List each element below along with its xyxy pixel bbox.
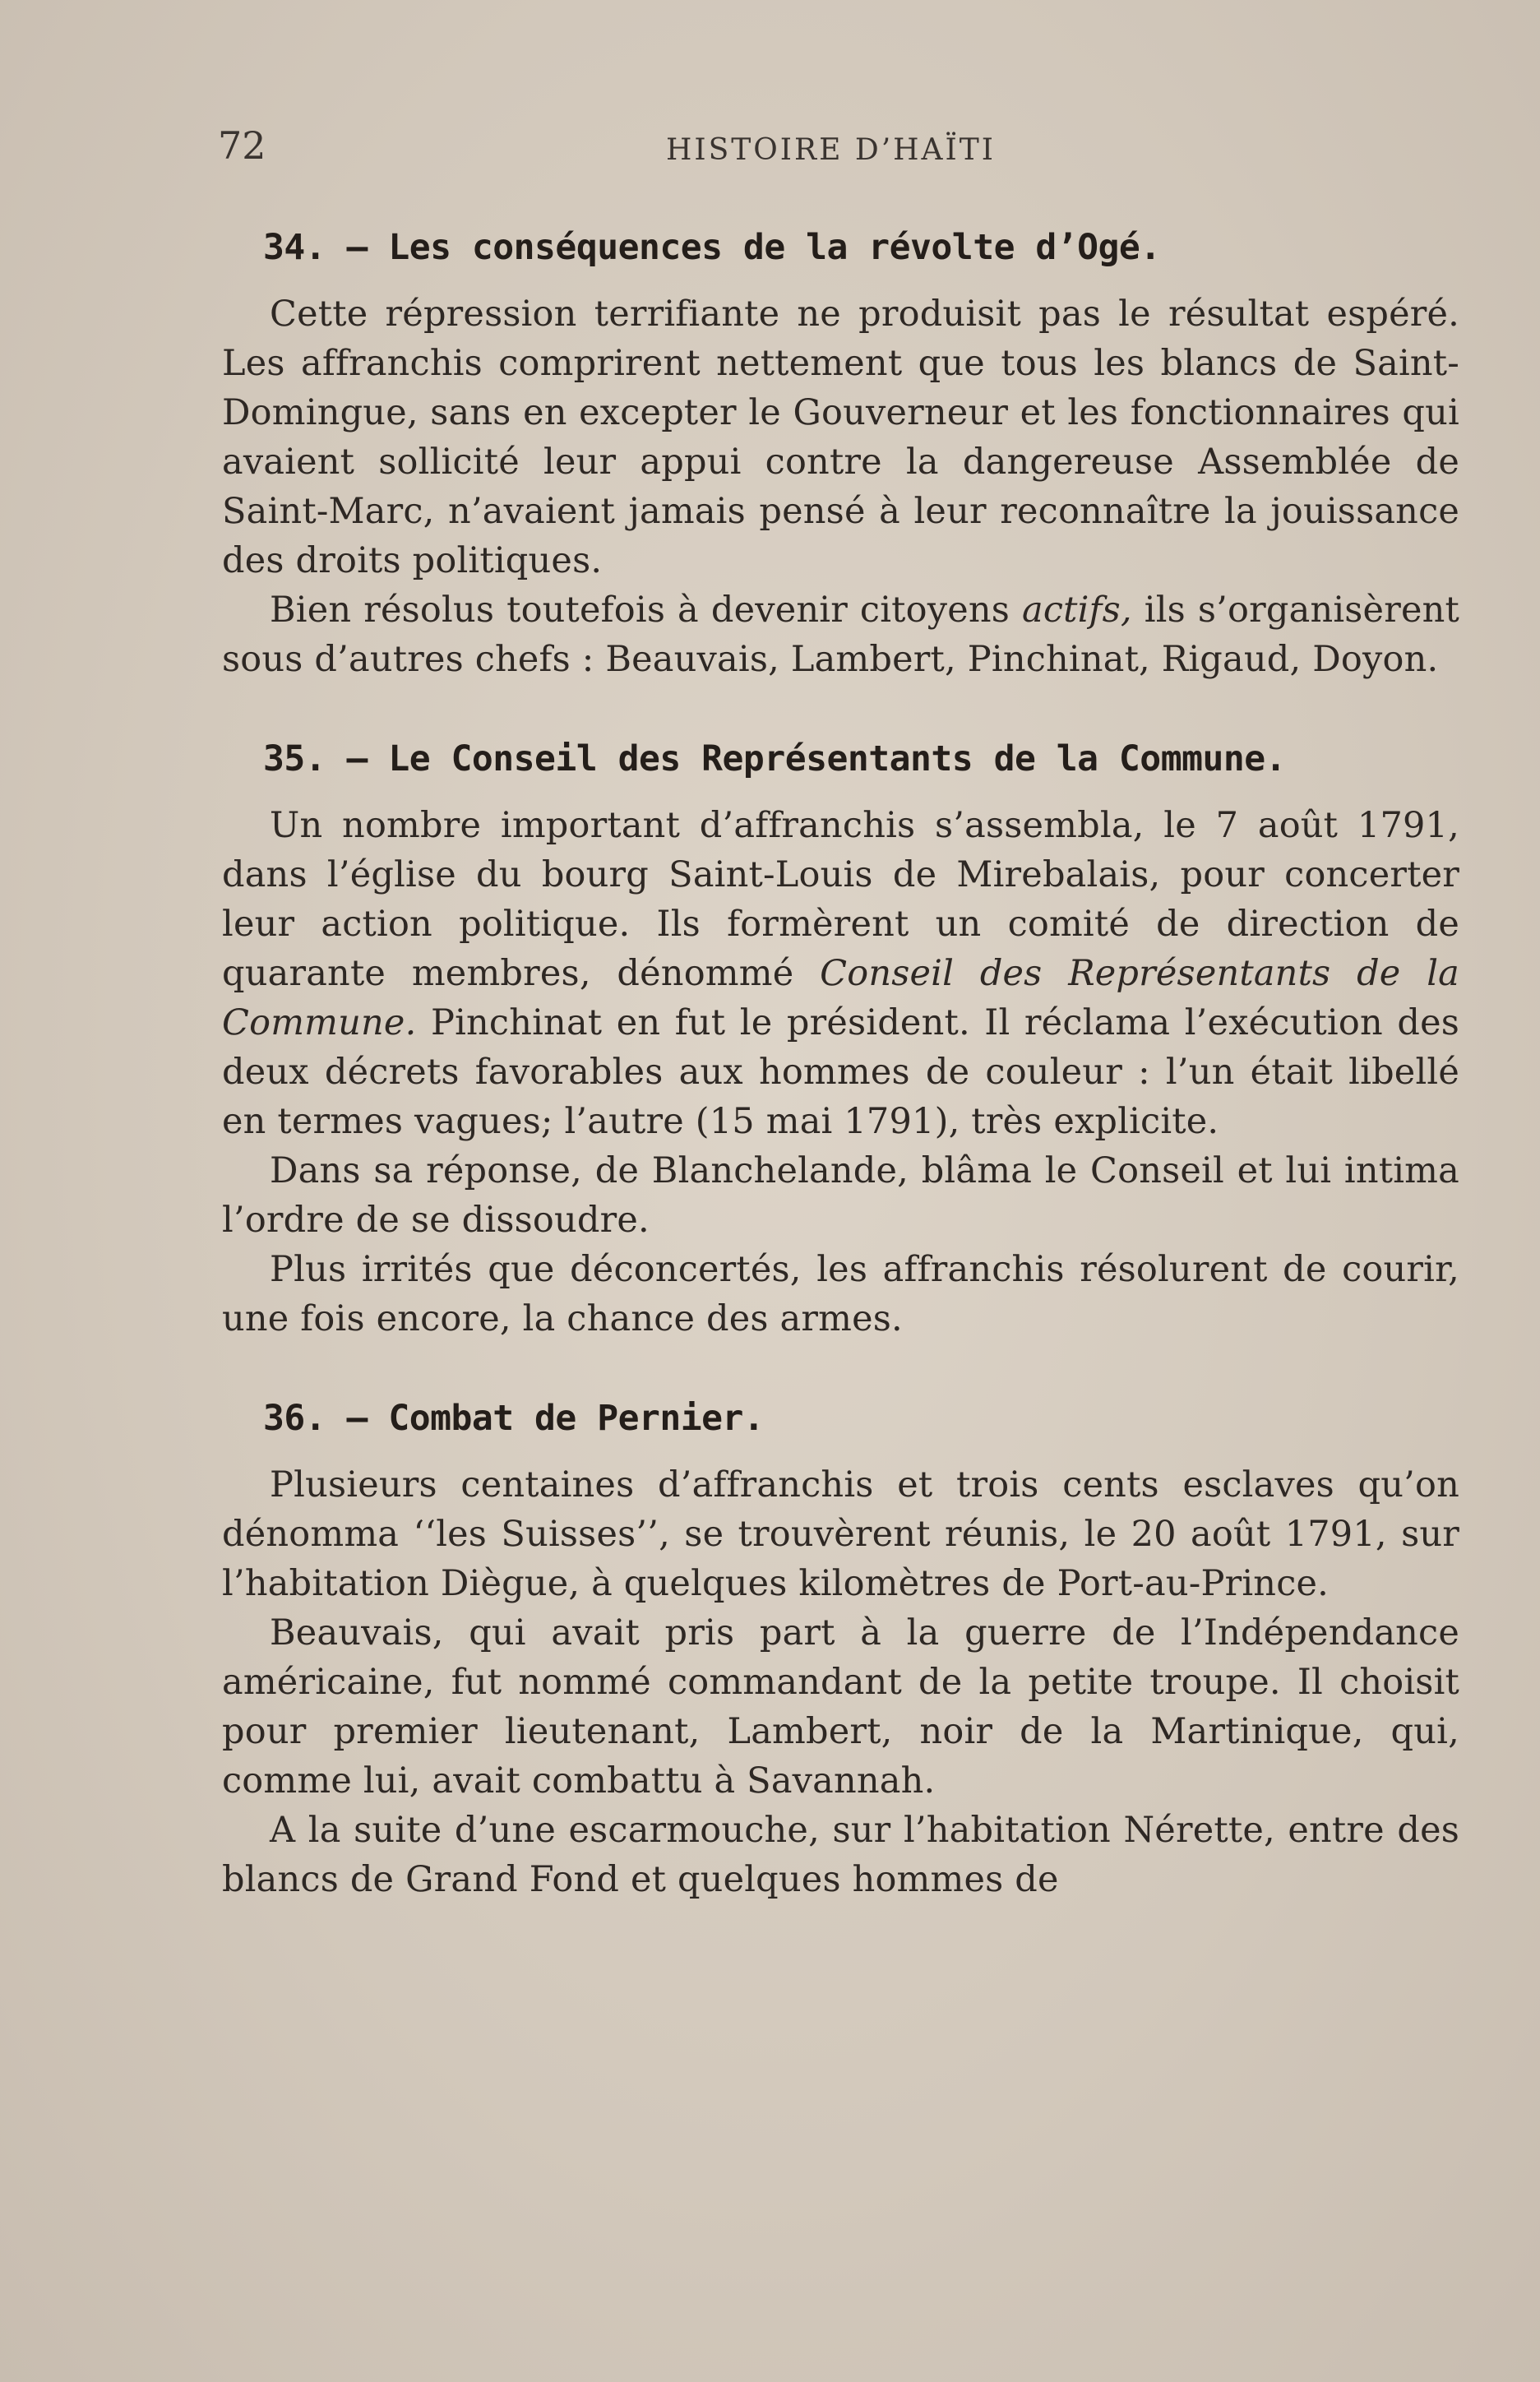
text-run: ils s’organisèrent sous d’autres chefs : Beauvais, Lambert, Pinchinat, Rigaud, Doyon. <box>222 590 1459 680</box>
section-heading-34: 34. — Les conséquences de la révolte d’Ogé. <box>263 227 1161 268</box>
italic-run: actifs, <box>1022 590 1132 631</box>
text-run: Un nombre important d’affranchis s’assembla, le 7 août 1791, dans l’église du bourg Saint-Louis de Mirebalais, pour concerter leur action politique. Ils formèrent un comité de direction de quarante membres, dénommé <box>222 805 1459 994</box>
paragraph: Plusieurs centaines d’affranchis et trois cents esclaves qu’on dénomma ‘‘les Suisses’’, se trouvèrent réunis, le 20 août 1791, sur l’habitation Diègue, à quelques kilomètres de Port-au-Prince. <box>222 1464 1459 1604</box>
paragraph: Beauvais, qui avait pris part à la guerre de l’Indépendance américaine, fut nommé commandant de la petite troupe. Il choisit pour premier lieutenant, Lambert, noir de la Martinique, qui, comme lui, avait combattu à Savannah. <box>222 1612 1459 1802</box>
paragraph: Dans sa réponse, de Blanchelande, blâma le Conseil et lui intima l’ordre de se dissoudre. <box>222 1150 1459 1241</box>
paragraph: Plus irrités que déconcertés, les affranchis résolurent de courir, une fois encore, la chance des armes. <box>222 1249 1459 1339</box>
text-run: Pinchinat en fut le président. Il réclama l’exécution des deux décrets favorables aux hommes de couleur : l’un était libellé en termes vagues; l’autre (15 mai 1791), très explicite. <box>222 1002 1459 1142</box>
running-title: HISTOIRE D’HAÏTI <box>666 133 997 167</box>
paragraph: A la suite d’une escarmouche, sur l’habitation Nérette, entre des blancs de Grand Fond et quelques hommes de <box>222 1810 1459 1900</box>
body-text <box>222 222 1459 1904</box>
page-number: 72 <box>218 123 266 168</box>
paragraph: Cette répression terrifiante ne produisit pas le résultat espéré. Les affranchis comprirent nettement que tous les blancs de Saint-Domingue, sans en excepter le Gouverneur et les fonctionnaires qui avaient sollicité leur appui contre la dangereuse Assemblée de Saint-Marc, n’avaient jamais pensé à leur reconnaître la jouissance des droits politiques. <box>222 294 1459 581</box>
section-heading-35: 35. — Le Conseil des Représentants de la Commune. <box>263 738 1287 779</box>
paragraph <box>222 585 1459 684</box>
text-run: Bien résolus toutefois à devenir citoyens <box>270 590 1022 631</box>
paragraph <box>222 801 1459 1146</box>
italic-run: Conseil des Représentants de la Commune. <box>222 953 1459 1043</box>
running-head <box>218 123 1464 181</box>
section-heading-36: 36. — Combat de Pernier. <box>263 1398 765 1439</box>
